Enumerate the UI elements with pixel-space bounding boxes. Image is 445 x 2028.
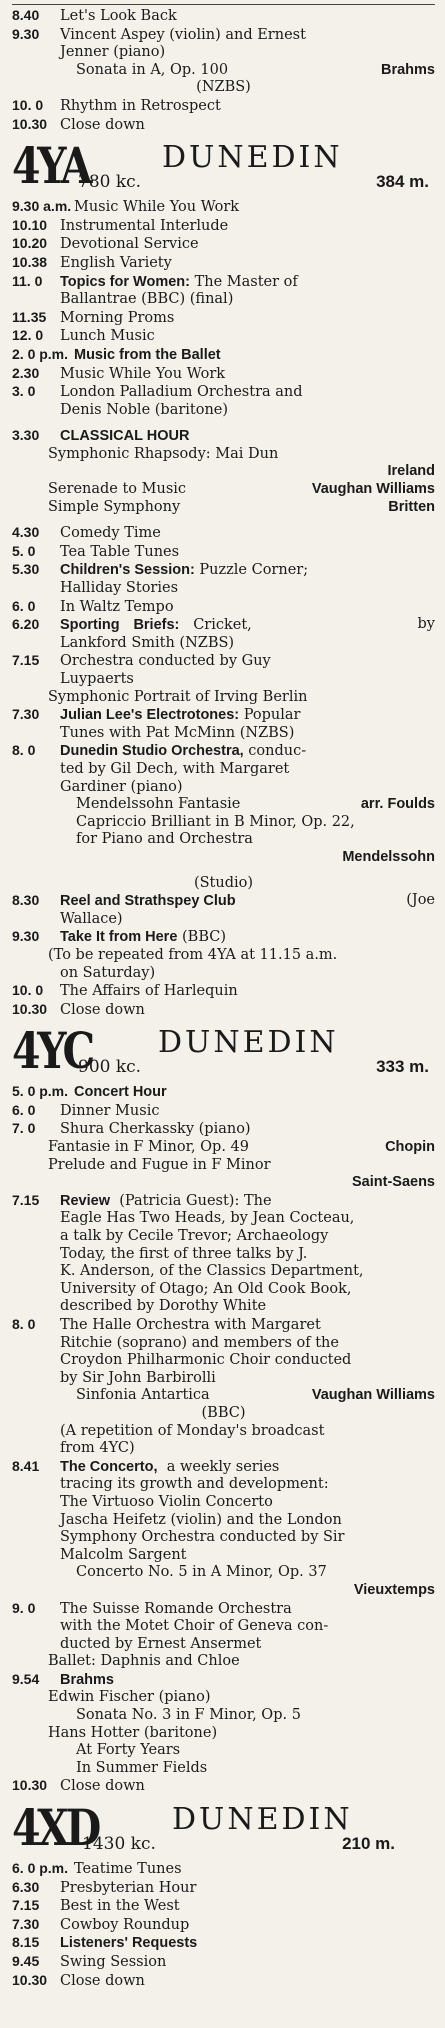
time: 8. 0: [12, 1316, 36, 1332]
programme-row-cont: ducted by Ernest Ansermet: [60, 1635, 262, 1652]
time: 10.30: [12, 1000, 48, 1017]
programme-text: English Variety: [60, 254, 172, 271]
programme-row-cont: ted by Gil Dech, with Margaret: [60, 760, 290, 777]
programme-title: Brahms: [60, 1671, 114, 1688]
station-callsign: 4YA: [12, 136, 90, 196]
time: 7.30: [12, 1915, 40, 1932]
programme-row: [12, 1671, 435, 1690]
programme-row-cont: tracing its growth and development:: [60, 1476, 329, 1493]
station-frequency: 900 kc.: [78, 1057, 142, 1078]
programme-text: Vincent Aspey (violin) and Ernest: [60, 26, 306, 43]
programme-row: [12, 1916, 435, 1935]
time: 11.35: [12, 308, 47, 325]
programme-text: Dinner Music: [60, 1102, 160, 1119]
time: 6.30: [12, 1878, 40, 1895]
time: 4.30: [12, 524, 40, 541]
programme-text: The Suisse Romande Orchestra: [60, 1600, 292, 1617]
time: 10.30: [12, 1777, 48, 1794]
programme-title: Children's Session:: [60, 562, 195, 579]
programme-row: [12, 598, 435, 617]
time: 10.20: [12, 235, 48, 252]
programme-title: Concert Hour: [74, 1084, 167, 1101]
programme-row: [12, 327, 435, 346]
work-row: [48, 481, 435, 499]
programme-row-cont: from 4YC): [60, 1440, 135, 1457]
programme-row: [12, 365, 435, 384]
programme-text: The Master of: [194, 273, 298, 290]
programme-text: Presbyterian Hour: [60, 1879, 197, 1896]
time: 9.30: [12, 928, 40, 945]
time: 9.54: [12, 1670, 40, 1687]
programme-row: [12, 26, 435, 45]
work-row: Symphonic Portrait of Irving Berlin: [48, 688, 308, 705]
programme-row-cont: Lankford Smith (NZBS): [60, 634, 235, 651]
programme-row: [12, 383, 435, 402]
programme-text: Close down: [60, 116, 145, 133]
programme-row-cont: by Sir John Barbirolli: [60, 1369, 216, 1386]
station-wavelength: 210 m.: [342, 1834, 395, 1854]
time: 9. 0: [12, 1599, 36, 1616]
station-frequency: 1430 kc.: [82, 1834, 156, 1855]
programme-row: [12, 1860, 435, 1879]
time: 8.15: [12, 1934, 40, 1951]
time: 6. 0: [12, 1101, 36, 1118]
work-title: Mendelssohn Fantasie: [76, 796, 241, 813]
time: 6. 0: [12, 597, 36, 614]
programme-row-cont: a talk by Cecile Trevor; Archaeology: [60, 1228, 329, 1245]
work-title: Serenade to Music: [48, 481, 187, 498]
programme-text: conduc-: [248, 743, 307, 760]
programme-row: [12, 1316, 435, 1335]
programme-title: Review: [60, 1192, 110, 1209]
work-row: Prelude and Fugue in F Minor: [48, 1156, 271, 1173]
work-row: [48, 1139, 435, 1157]
composer: Vaughan Williams: [311, 481, 435, 498]
programme-row: [12, 346, 435, 365]
time: 6. 0 p.m.: [12, 1860, 69, 1877]
programme-row: [12, 254, 435, 273]
programme-row: [12, 1972, 435, 1991]
programme-row-cont: Jascha Heifetz (violin) and the London: [60, 1511, 342, 1528]
time: 10.10: [12, 216, 48, 233]
time: 7.15: [12, 1191, 40, 1208]
time: 5.30: [12, 561, 40, 578]
programme-row-cont: K. Anderson, of the Classics Department,: [60, 1263, 364, 1280]
programme-row: [12, 1934, 435, 1953]
programme-row: [12, 1458, 435, 1477]
programme-row: [12, 198, 435, 217]
time: 5. 0: [12, 542, 36, 559]
programme-row-cont: Croydon Philharmonic Choir conducted: [60, 1352, 352, 1369]
programme-text: Instrumental Interlude: [60, 217, 229, 234]
programme-row: [12, 427, 435, 446]
time: 10. 0: [12, 982, 44, 999]
composer: Mendelssohn: [342, 848, 435, 865]
time: 10. 0: [12, 96, 44, 113]
time: 10.38: [12, 253, 48, 270]
programme-text: Teatime Tunes: [74, 1861, 182, 1878]
programme-title: Sporting: [60, 617, 120, 634]
time: 3. 0: [12, 383, 36, 400]
programme-text: Lunch Music: [60, 328, 155, 345]
programme-text: Rhythm in Retrospect: [60, 97, 221, 114]
time: 2. 0 p.m.: [12, 345, 69, 362]
work-row: At Forty Years: [76, 1742, 181, 1759]
composer-row: [12, 463, 435, 481]
time: 8.30: [12, 892, 40, 909]
work-row: Edwin Fischer (piano): [48, 1689, 211, 1706]
time: 11. 0: [12, 272, 43, 289]
programme-text: by: [417, 616, 435, 633]
composer: arr. Foulds: [360, 796, 435, 813]
work-row: Sonata No. 3 in F Minor, Op. 5: [76, 1707, 301, 1724]
time: 7.15: [12, 652, 40, 669]
programme-row: [12, 97, 435, 116]
programme-row: [12, 1600, 435, 1619]
station-city: DUNEDIN: [158, 1025, 339, 1061]
work-row: [48, 499, 435, 517]
composer: Saint-Saens: [352, 1174, 435, 1191]
programme-text: a weekly series: [166, 1458, 280, 1475]
work-row: Symphonic Rhapsody: Mai Dun: [48, 445, 279, 462]
programme-row-cont: Wallace): [60, 910, 123, 927]
work-row: [76, 62, 435, 80]
programme-row-cont: University of Otago; An Old Cook Book,: [60, 1280, 352, 1297]
programme-row: [12, 561, 435, 580]
programme-text: Popular: [243, 707, 301, 724]
programme-text: Music While You Work: [60, 365, 226, 382]
composer: Vaughan Williams: [311, 1387, 435, 1404]
work-row: Concerto No. 5 in A Minor, Op. 37: [76, 1564, 327, 1581]
station-frequency: 780 kc.: [78, 172, 142, 193]
programme-title: Briefs:: [133, 617, 180, 634]
programme-text: The Halle Orchestra with Margaret: [60, 1317, 321, 1333]
programme-row-cont: Today, the first of three talks by J.: [60, 1245, 308, 1262]
work-row: for Piano and Orchestra: [76, 831, 253, 848]
programme-row: [12, 1777, 435, 1796]
time: 2.30: [12, 364, 40, 381]
programme-row-cont: (To be repeated from 4YA at 11.15 a.m.: [48, 946, 338, 963]
time: 8.41: [12, 1457, 40, 1474]
station-4xd-schedule: [12, 1860, 435, 1990]
programme-row: [12, 1083, 435, 1102]
time: 8.40: [12, 7, 40, 23]
programme-row: [12, 1879, 435, 1898]
programme-title: Music from the Ballet: [74, 346, 221, 363]
programme-title: Topics for Women:: [60, 273, 190, 290]
programme-row: [12, 7, 435, 26]
work-row: Hans Hotter (baritone): [48, 1724, 218, 1741]
time: 6.20: [12, 616, 40, 633]
composer: Ireland: [387, 463, 435, 480]
time: 8. 0: [12, 742, 36, 759]
programme-row: [12, 892, 435, 911]
note-row: (Studio): [193, 874, 254, 891]
programme-title: CLASSICAL HOUR: [60, 428, 190, 445]
station-header-4yc: [12, 1021, 435, 1083]
programme-title: Listeners' Requests: [60, 1935, 198, 1952]
programme-row: [12, 982, 435, 1001]
programme-row-cont: (A repetition of Monday's broadcast: [60, 1422, 325, 1439]
time: 7. 0: [12, 1120, 36, 1137]
station-city: DUNEDIN: [162, 140, 343, 176]
station-callsign: 4XD: [12, 1798, 99, 1858]
programme-row: [12, 309, 435, 328]
station-wavelength: 333 m.: [376, 1057, 429, 1077]
programme-row: [12, 1192, 435, 1211]
work-row: In Summer Fields: [76, 1759, 208, 1776]
work-title: Sonata in A, Op. 100: [76, 61, 229, 78]
work-row: [76, 1387, 435, 1405]
programme-row-cont: Denis Noble (baritone): [60, 401, 229, 418]
programme-row-cont: with the Motet Choir of Geneva con-: [60, 1618, 329, 1635]
note-row: (BBC): [201, 1404, 246, 1421]
programme-text: (Patricia Guest): The: [119, 1192, 272, 1209]
programme-text: (BBC): [182, 929, 226, 946]
programme-text: Close down: [60, 1001, 145, 1018]
programme-text: In Waltz Tempo: [60, 598, 174, 615]
programme-row-cont: The Virtuoso Violin Concerto: [60, 1493, 273, 1510]
programme-row: [12, 928, 435, 947]
composer-row: [12, 849, 435, 867]
time: 10.30: [12, 115, 48, 132]
programme-text: Comedy Time: [60, 525, 161, 542]
time: 9.30: [12, 25, 40, 42]
programme-row: [12, 217, 435, 236]
programme-text: The Affairs of Harlequin: [60, 983, 238, 1000]
programme-text: Let's Look Back: [60, 8, 177, 24]
programme-text: Music While You Work: [74, 199, 240, 216]
programme-row-cont: Gardiner (piano): [60, 778, 183, 795]
programme-text: Orchestra conducted by Guy: [60, 653, 271, 670]
programme-row-cont: described by Dorothy White: [60, 1298, 267, 1315]
station-header-4xd: [12, 1798, 435, 1860]
composer-row: [12, 1174, 435, 1192]
programme-row-cont: Malcolm Sargent: [60, 1546, 187, 1563]
time: 5. 0 p.m.: [12, 1083, 69, 1100]
programme-row: [12, 543, 435, 562]
programme-title: Reel and Strathspey Club: [60, 893, 236, 910]
programme-text: Devotional Service: [60, 236, 199, 253]
programme-title: Take It from Here: [60, 929, 178, 946]
time: 3.30: [12, 427, 40, 444]
programme-row: [12, 742, 435, 761]
programme-title: Julian Lee's Electrotones:: [60, 707, 240, 724]
programme-row: [12, 116, 435, 135]
time: 9.45: [12, 1953, 40, 1969]
composer: Brahms: [381, 61, 435, 78]
programme-row: [12, 1120, 435, 1139]
programme-row-cont: Tunes with Pat McMinn (NZBS): [60, 724, 295, 741]
programme-text: Puzzle Corner;: [199, 562, 309, 579]
programme-title: The Concerto,: [60, 1458, 158, 1475]
programme-row-cont: Ballantrae (BBC) (final): [60, 291, 234, 308]
time: 10.30: [12, 1971, 48, 1988]
programme-row: [12, 524, 435, 543]
time: 12. 0: [12, 327, 44, 344]
programme-text: Cowboy Roundup: [60, 1916, 190, 1933]
programme-text: Swing Session: [60, 1954, 167, 1970]
programme-row-cont: Eagle Has Two Heads, by Jean Cocteau,: [60, 1210, 355, 1227]
composer: Chopin: [385, 1139, 435, 1156]
composer: Vieuxtemps: [353, 1581, 435, 1598]
station-header-4ya: [12, 136, 435, 198]
programme-row: [12, 1897, 435, 1916]
programme-text: London Palladium Orchestra and: [60, 384, 303, 401]
work-title: Sinfonia Antartica: [76, 1387, 210, 1404]
programme-text: Close down: [60, 1778, 145, 1795]
time: 7.30: [12, 706, 40, 723]
programme-text: Morning Proms: [60, 309, 175, 326]
programme-row-cont: Ritchie (soprano) and members of the: [60, 1334, 339, 1351]
top-rule: [12, 4, 435, 5]
programme-row: [12, 1102, 435, 1121]
programme-row: [12, 273, 435, 292]
programme-row: [12, 235, 435, 254]
programme-text: Cricket,: [193, 617, 252, 634]
time: 7.15: [12, 1897, 40, 1914]
time: 9.30 a.m.: [12, 198, 72, 215]
programme-row-cont: Jenner (piano): [60, 44, 166, 61]
work-row: [76, 796, 435, 814]
programme-row-cont: Luypaerts: [60, 671, 134, 687]
station-callsign: 4YC: [12, 1021, 92, 1081]
work-title: Fantasie in F Minor, Op. 49: [48, 1139, 250, 1156]
programme-row: [12, 706, 435, 725]
station-wavelength: 384 m.: [376, 172, 429, 192]
programme-row-cont: on Saturday): [60, 964, 156, 981]
note-row: (NZBS): [196, 79, 251, 96]
programme-text: Best in the West: [60, 1898, 180, 1915]
programme-row-cont: Symphony Orchestra conducted by Sir: [60, 1529, 345, 1546]
work-title: Simple Symphony: [48, 498, 181, 515]
composer: Britten: [388, 498, 435, 515]
programme-text: Shura Cherkassky (piano): [60, 1121, 251, 1138]
station-city: DUNEDIN: [172, 1802, 353, 1838]
work-row: Capriccio Brilliant in B Minor, Op. 22,: [76, 813, 355, 830]
programme-row: [12, 652, 435, 671]
programme-text: (Joe: [406, 892, 435, 909]
work-row: Ballet: Daphnis and Chloe: [48, 1653, 240, 1670]
programme-title: Dunedin Studio Orchestra,: [60, 743, 244, 760]
programme-row: [12, 1953, 435, 1972]
programme-text: Tea Table Tunes: [60, 543, 180, 560]
programme-row-cont: Halliday Stories: [60, 580, 179, 597]
programme-text: Close down: [60, 1972, 145, 1989]
programme-row: [12, 1001, 435, 1020]
programme-row: [12, 616, 435, 635]
composer-row: [12, 1582, 435, 1600]
